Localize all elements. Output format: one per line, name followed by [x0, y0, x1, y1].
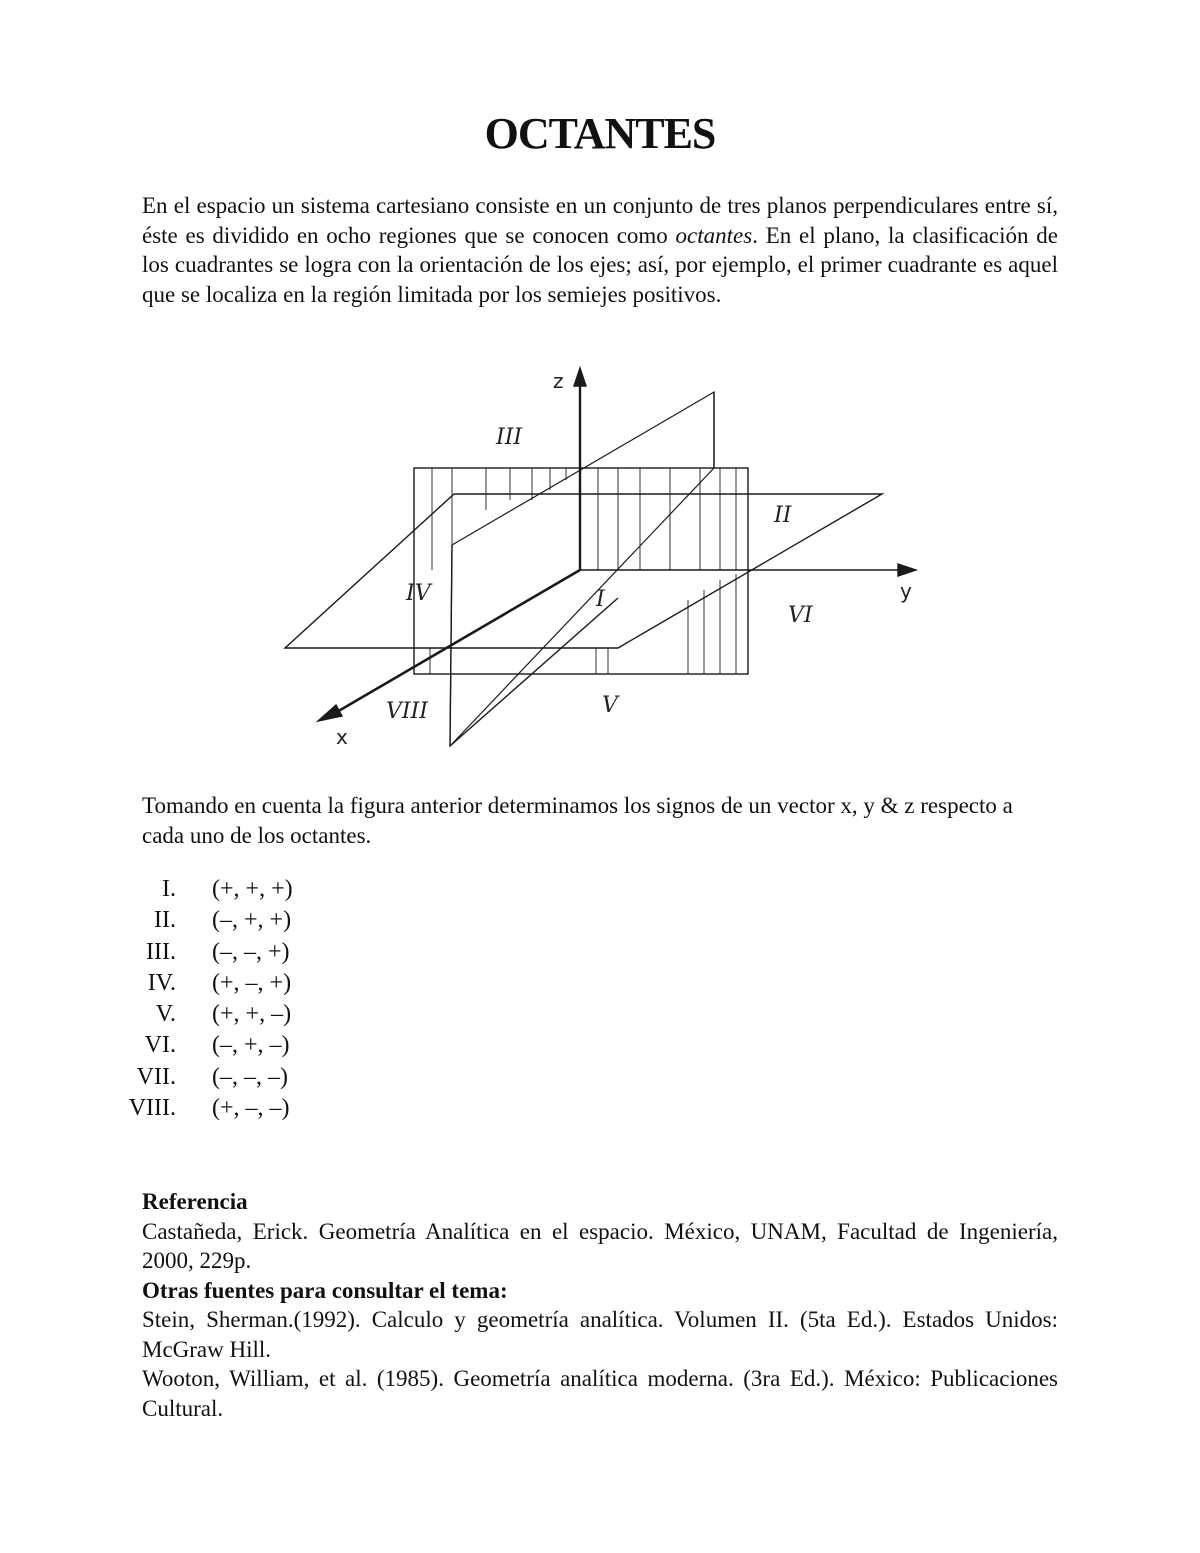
y-axis-label: y: [900, 579, 912, 603]
yz-plane-edge-bottom: [450, 598, 618, 746]
octant-number: IV.: [147, 969, 176, 996]
octant-label-viii: VIII: [386, 699, 428, 724]
octant-number: III.: [146, 938, 176, 965]
references-section: [142, 1187, 1058, 1423]
intro-emphasis: octantes: [675, 222, 753, 248]
octant-signs: (+, –, –): [212, 1095, 290, 1122]
xz-plane-hatching: [430, 468, 736, 674]
octant-signs: (–, +, +): [212, 907, 292, 934]
octants-diagram: [270, 362, 920, 752]
octant-label-v: V: [602, 693, 618, 718]
octant-signs: (+, +, +): [212, 876, 293, 902]
octant-number: VIII.: [128, 1095, 176, 1122]
reference-other: Wooton, William, et al. (1985). Geometría analítica moderna. (3ra Ed.). México: Publicaciones Cultural.: [142, 1366, 1058, 1421]
x-axis-label: x: [336, 725, 348, 749]
octants-figure: [270, 362, 920, 752]
intro-text-after: . En el plano, la clasificación de los cuadrantes se logra con la orientación de los ejes; así, por ejemplo, el primer cuadrante es aquel que se localiza en la región limitada por los semiejes positivos.: [142, 222, 1058, 307]
octant-label-ii: II: [774, 503, 792, 528]
reference-main: Castañeda, Erick. Geometría Analítica en el espacio. México, UNAM, Facultad de Ingeniería, 2000, 229p.: [142, 1218, 1058, 1273]
octant-signs: (–, +, –): [212, 1032, 290, 1059]
octant-number: II.: [154, 907, 176, 934]
yz-plane: [450, 392, 714, 746]
references-heading: Referencia: [142, 1189, 248, 1214]
octant-label-iv: IV: [406, 581, 431, 606]
octant-number: V.: [155, 1001, 176, 1028]
octant-signs: (–, –, –): [212, 1063, 288, 1090]
z-axis-label: z: [553, 369, 564, 393]
octant-number: VI.: [144, 1032, 176, 1059]
octant-signs: (+, +, –): [212, 1001, 292, 1028]
intro-text-before: En el espacio un sistema cartesiano consiste en un conjunto de tres planos perpendiculares entre sí, éste es dividido en ocho regiones que se conocen como: [142, 193, 1058, 248]
octant-number: VII.: [136, 1063, 176, 1090]
octant-number: I.: [162, 876, 176, 902]
z-axis-arrow: [574, 368, 586, 386]
lead-paragraph: Tomando en cuenta la figura anterior determinamos los signos de un vector x, y & z respecto a cada uno de los octantes.: [142, 793, 1013, 848]
octant-label-i: I: [596, 587, 605, 612]
octant-signs: (+, –, +): [212, 969, 292, 996]
other-sources-heading: Otras fuentes para consultar el tema:: [142, 1277, 508, 1303]
octant-signs: (–, –, +): [212, 938, 290, 965]
y-axis-arrow: [898, 564, 916, 576]
x-axis: [330, 570, 580, 716]
intro-paragraph: [142, 191, 1058, 309]
x-axis-arrow: [318, 705, 342, 721]
reference-other: Stein, Sherman.(1992). Calculo y geometría analítica. Volumen II. (5ta Ed.). Estados Unidos: McGraw Hill.: [142, 1307, 1058, 1362]
page-title: OCTANTES: [484, 109, 716, 158]
octant-label-iii: III: [496, 425, 523, 450]
octant-label-vi: VI: [788, 603, 813, 628]
